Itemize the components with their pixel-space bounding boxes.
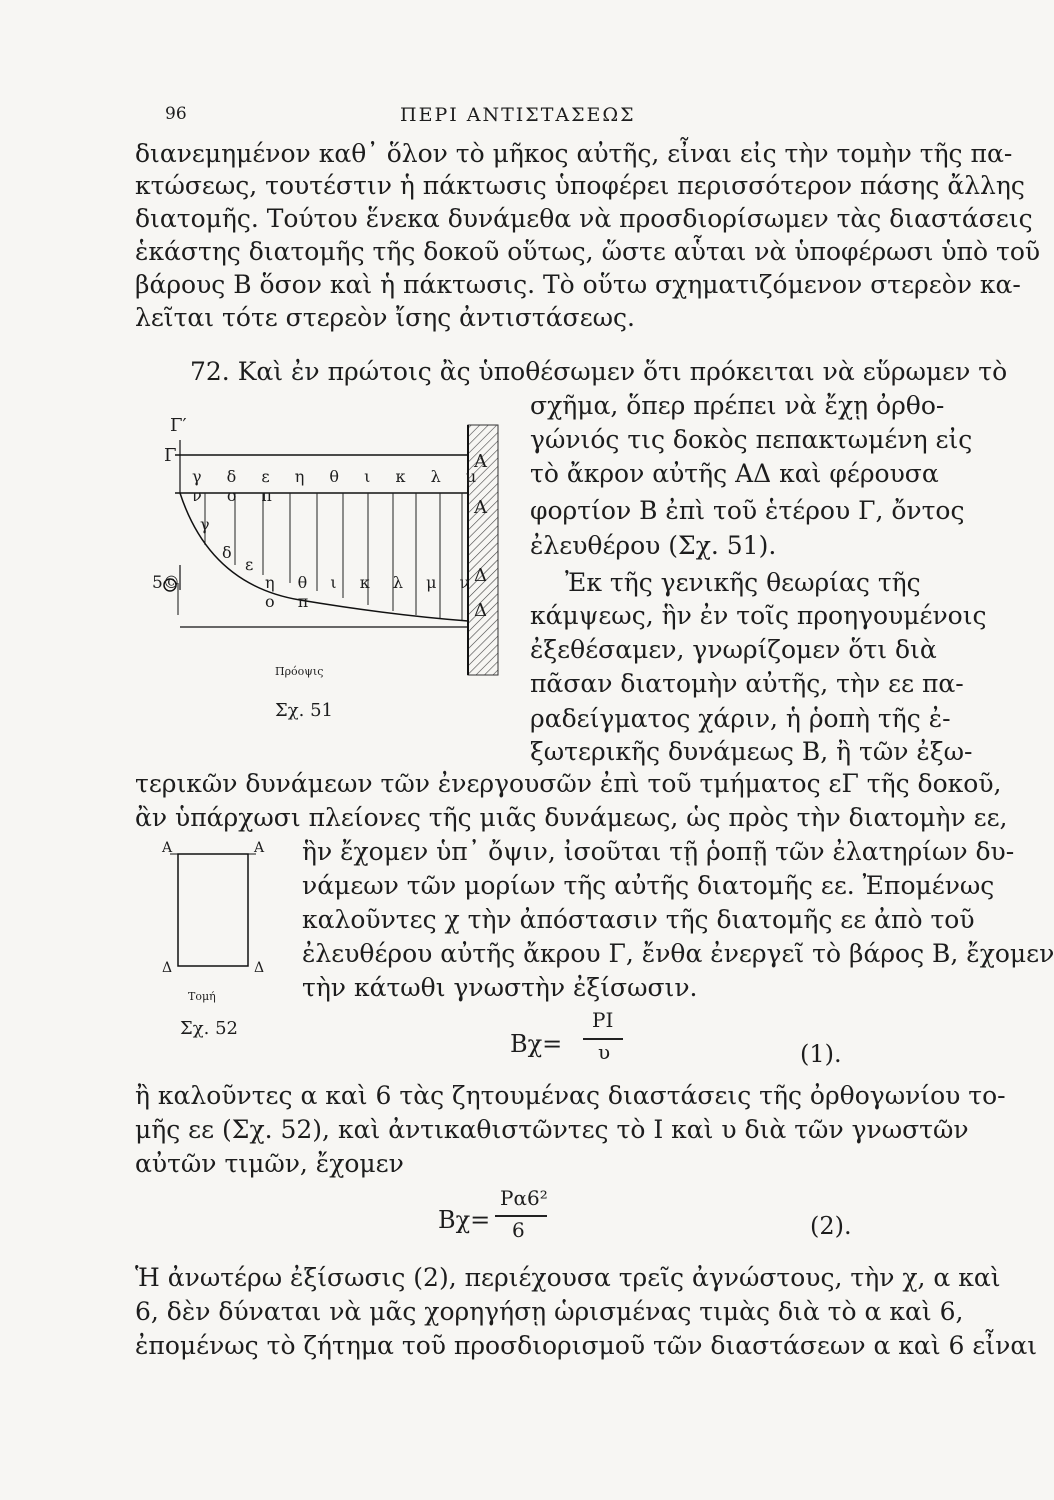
- text-line: σχῆμα, ὅπερ πρέπει νὰ ἔχῃ ὀρθο-: [530, 391, 945, 420]
- text-line: νάμεων τῶν μορίων τῆς αὐτῆς διατομῆς εε. Ἐπομένως: [302, 871, 995, 900]
- text-line: τὸ ἄκρον αὐτῆς ΑΔ καὶ φέρουσα: [530, 459, 939, 488]
- text-line: βάρους Β ὅσον καὶ ἡ πάκτωσις. Τὸ οὕτω σχηματιζόμενον στερεὸν κα-: [135, 270, 1021, 299]
- text-line: κτώσεως, τουτέστιν ἡ πάκτωσις ὑποφέρει περισσότερον πάσης ἄλλης: [135, 171, 1025, 200]
- fig52-label-A-right: Α: [254, 840, 265, 856]
- text-line: ἑκάστης διατομῆς τῆς δοκοῦ οὕτως, ὥστε αὗται νὰ ὑποφέρωσι ὑπὸ τοῦ: [135, 237, 1041, 266]
- text-line: ἢ καλοῦντες α καὶ 6 τὰς ζητουμένας διαστάσεις τῆς ὀρθογωνίου το-: [135, 1081, 1006, 1110]
- fig51-label-delta: δ: [222, 543, 232, 562]
- figure-51: [150, 415, 505, 721]
- text-line: ραδείγματος χάριν, ἡ ῥοπὴ τῆς ἐ-: [530, 704, 951, 733]
- text-line: τερικῶν δυνάμεων τῶν ἐνεργουσῶν ἐπὶ τοῦ τμήματος εΓ τῆς δοκοῦ,: [135, 769, 1002, 798]
- text-line: καλοῦντες χ τὴν ἀπόστασιν τῆς διατομῆς εε ἀπὸ τοῦ: [302, 905, 975, 934]
- text-line: ἂν ὑπάρχωσι πλείονες τῆς μιᾶς δυνάμεως, ὡς πρὸς τὴν διατομὴν εε,: [135, 803, 1008, 832]
- text-line: αὐτῶν τιμῶν, ἔχομεν: [135, 1149, 404, 1178]
- fig51-label-gamma: γ: [200, 515, 210, 534]
- text-line: κάμψεως, ἣν ἐν τοῖς προηγουμένοις: [530, 601, 987, 630]
- fig51-top-labels: γ δ ε η θ ι κ λ μ ν ο π: [192, 467, 487, 505]
- figure-52-drawing: [150, 840, 280, 970]
- page-header: [0, 100, 968, 130]
- text-line: 6, δὲν δύναται νὰ μᾶς χορηγήσῃ ὡρισμένας τιμὰς διὰ τὸ α καὶ 6,: [135, 1297, 964, 1326]
- fig52-label-D-right: Δ: [254, 960, 265, 976]
- text-line: Ἡ ἀνωτέρω ἐξίσωσις (2), περιέχουσα τρεῖς ἀγνώστους, τὴν χ, α καὶ: [135, 1263, 1001, 1292]
- fig51-caption: Σχ. 51: [275, 700, 333, 721]
- eq2-tag: (2).: [810, 1212, 852, 1240]
- eq1-denominator: υ: [598, 1040, 611, 1064]
- eq2-fraction-bar: [495, 1215, 547, 1217]
- text-line: διατομῆς. Τούτου ἕνεκα δυνάμεθα νὰ προσδιορίσωμεν τὰς διαστάσεις: [135, 204, 1033, 233]
- fig51-label-5: 5©: [152, 573, 180, 593]
- fig51-label-G: Γ: [164, 445, 177, 466]
- section-72-heading: 72. Καὶ ἐν πρώτοις ἂς ὑποθέσωμεν ὅτι πρόκειται νὰ εὕρωμεν τὸ: [190, 357, 1008, 386]
- fig51-curve-labels: η θ ι κ λ μ ν ο π: [265, 573, 479, 611]
- fig51-sublabel: Πρόοψις: [275, 665, 324, 678]
- fig52-label-D-left: Δ: [162, 960, 173, 976]
- text-line: ἣν ἔχομεν ὑπ᾽ ὄψιν, ἰσοῦται τῇ ῥοπῇ τῶν ἐλατηρίων δυ-: [302, 837, 1015, 866]
- text-line: μῆς εε (Σχ. 52), καὶ ἀντικαθιστῶντες τὸ Ι καὶ υ διὰ τῶν γνωστῶν: [135, 1115, 969, 1144]
- fig51-label-epsilon: ε: [245, 555, 254, 574]
- text-line: τὴν κάτωθι γνωστὴν ἐξίσωσιν.: [302, 973, 698, 1002]
- text-line: ἐξεθέσαμεν, γνωρίζομεν ὅτι διὰ: [530, 635, 937, 664]
- eq1-tag: (1).: [800, 1040, 842, 1068]
- running-title: ΠΕΡΙ ΑΝΤΙΣΤΑΣΕΩΣ: [400, 104, 636, 126]
- figure-52: [150, 840, 280, 1055]
- fig51-label-D2: Δ: [474, 600, 487, 621]
- text-line: γώνιός τις δοκὸς πεπακτωμένη εἰς: [530, 425, 973, 454]
- fig52-label-A-left: Α: [162, 840, 173, 856]
- text-line: ξωτερικῆς δυνάμεως Β, ἢ τῶν ἐξω-: [530, 737, 973, 766]
- fig51-label-D1: Δ: [474, 565, 487, 586]
- fig52-sublabel: Τομή: [188, 990, 216, 1003]
- eq1-lhs: Βχ=: [510, 1030, 563, 1058]
- text-line: Ἐκ τῆς γενικῆς θεωρίας τῆς: [565, 568, 921, 597]
- text-line: ἐλευθέρου (Σχ. 51).: [530, 531, 777, 560]
- eq2-lhs: Βχ=: [438, 1206, 491, 1234]
- eq2-numerator: Pα6²: [500, 1186, 548, 1210]
- fig52-caption: Σχ. 52: [180, 1018, 238, 1039]
- eq1-numerator: PI: [592, 1008, 614, 1032]
- figure-51-drawing: [150, 415, 505, 715]
- text-line: ἐλευθέρου αὐτῆς ἄκρου Γ, ἔνθα ἐνεργεῖ τὸ βάρος Β, ἔχομεν: [302, 939, 1054, 968]
- fig51-label-G-prime: Γ′: [170, 415, 187, 436]
- text-line: λεῖται τότε στερεὸν ἴσης ἀντιστάσεως.: [135, 303, 635, 332]
- text-line: πᾶσαν διατομὴν αὐτῆς, τὴν εε πα-: [530, 669, 964, 698]
- text-line: διανεμημένον καθ᾽ ὅλον τὸ μῆκος αὐτῆς, εἶναι εἰς τὴν τομὴν τῆς πα-: [135, 139, 1013, 168]
- text-line: φορτίον Β ἐπὶ τοῦ ἑτέρου Γ, ὄντος: [530, 496, 965, 525]
- page-number: 96: [165, 104, 187, 124]
- eq2-denominator: 6: [512, 1218, 525, 1242]
- fig51-label-A2: Α: [474, 497, 487, 518]
- text-line: ἐπομένως τὸ ζήτημα τοῦ προσδιορισμοῦ τῶν διαστάσεων α καὶ 6 εἶναι: [135, 1331, 1038, 1360]
- fig51-label-A1: Α: [474, 451, 487, 472]
